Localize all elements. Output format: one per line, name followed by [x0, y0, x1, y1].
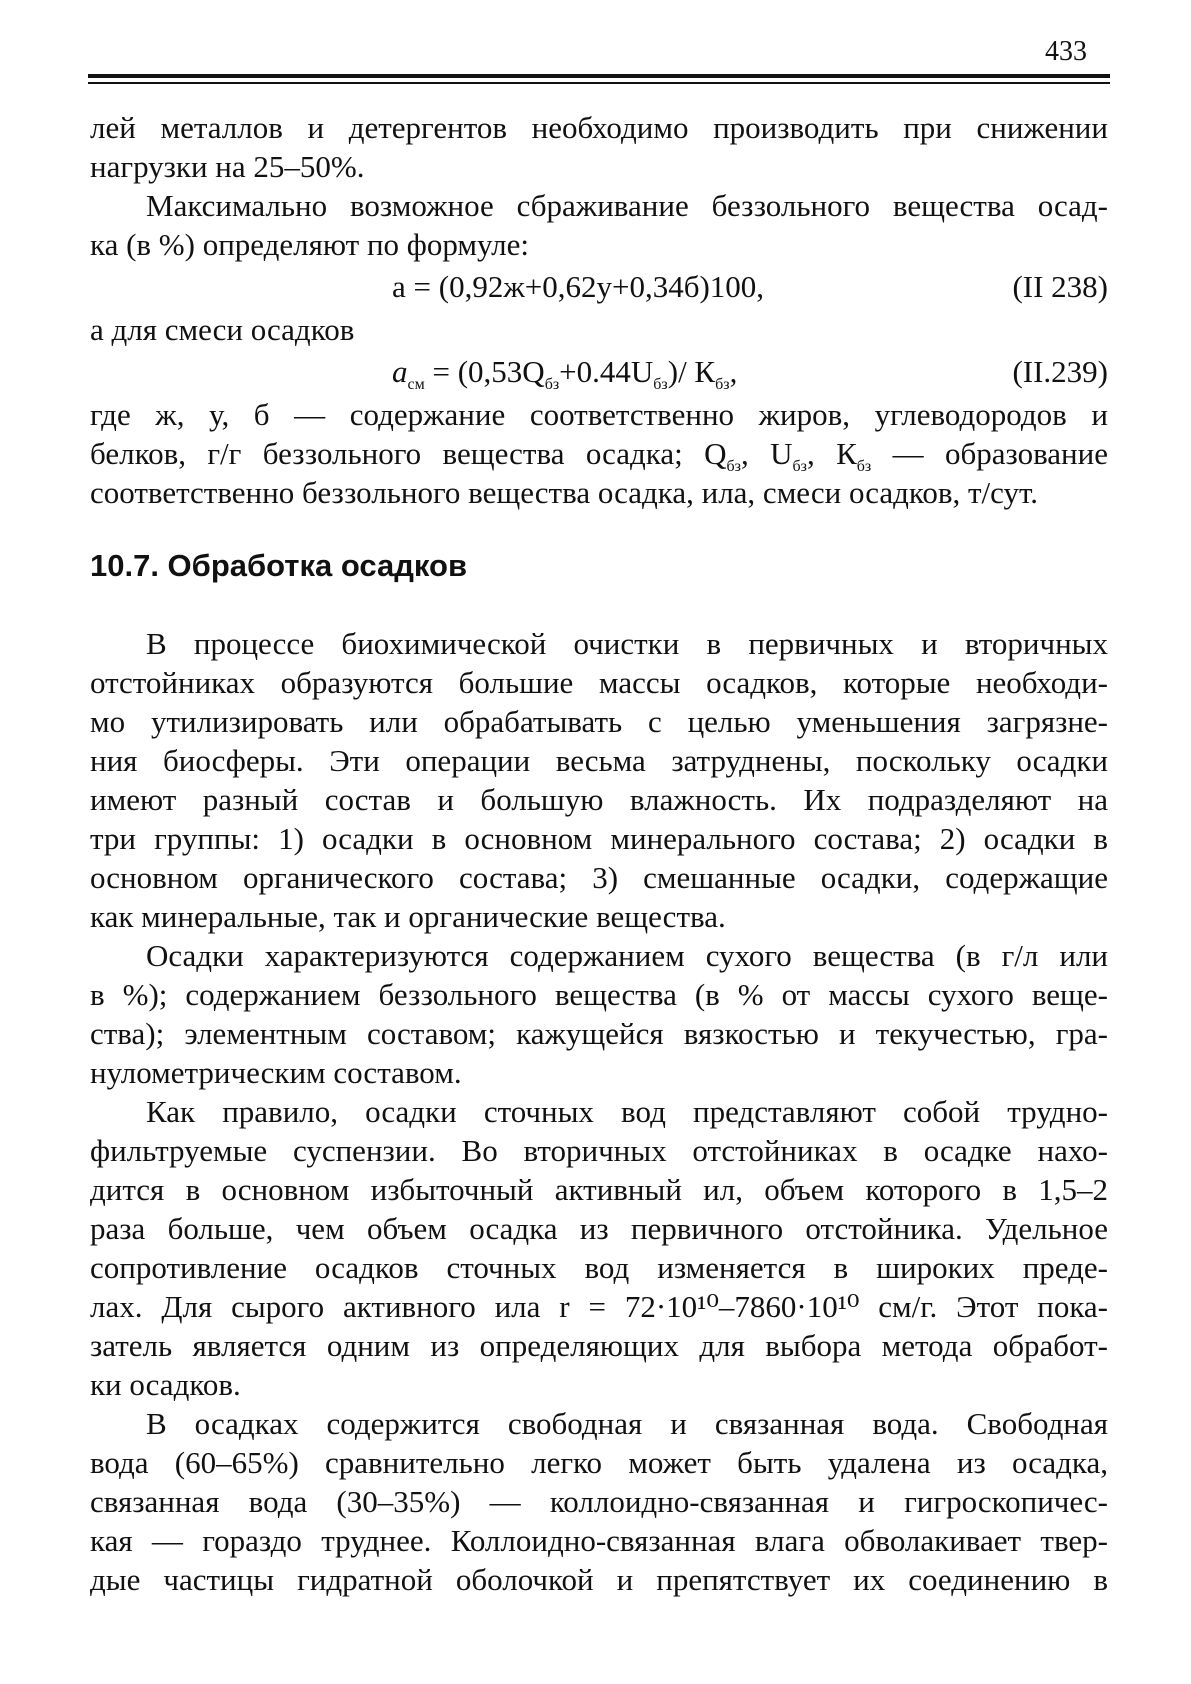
- text-line: дые частицы гидратной оболочкой и препятствует их соединению в: [90, 1562, 1108, 1597]
- subscript: см: [407, 376, 425, 394]
- text-run: , U: [740, 436, 793, 471]
- text-line: вода (60–65%) сравнительно легко может быть удалена из осадка,: [90, 1445, 1108, 1480]
- subscript: бз: [715, 376, 730, 394]
- text-line: ства); элементным составом; кажущейся вязкостью и текучестью, гра-: [90, 1016, 1108, 1051]
- text-line: три группы: 1) осадки в основном минерального состава; 2) осадки в: [90, 821, 1108, 856]
- text-line: имеют разный состав и большую влажность. Их подразделяют на: [90, 782, 1108, 817]
- text-line: отстойниках образуются большие массы осадков, которые необходи-: [90, 665, 1108, 700]
- text-line: фильтруемые суспензии. Во вторичных отстойниках в осадке нахо-: [90, 1133, 1108, 1168]
- header-rule-thin: [88, 82, 1110, 84]
- text-run: — образование: [871, 436, 1108, 471]
- subscript: бз: [792, 458, 807, 476]
- formula-number: (II.239): [1012, 354, 1108, 389]
- text-line: где ж, у, б — содержание соответственно жиров, углеводородов и: [90, 397, 1108, 432]
- text-line: кая — гораздо труднее. Коллоидно-связанная влага обволакивает твер-: [90, 1523, 1108, 1558]
- text-run: белков, г/г беззольного вещества осадка; Q: [90, 436, 727, 471]
- subscript: бз: [726, 458, 741, 476]
- formula-ii-239: [90, 349, 1108, 395]
- text-line: нагрузки на 25–50%.: [90, 149, 365, 184]
- formula-part: +0.44U: [559, 354, 654, 389]
- formula-part: ,: [729, 354, 738, 389]
- text-line: ки осадков.: [90, 1367, 241, 1402]
- paragraph-body: [90, 1404, 1108, 1599]
- header-rule-thick: [88, 74, 1110, 78]
- section-heading: 10.7. Обработка осадков: [90, 548, 468, 583]
- text-line: Осадки характеризуются содержанием сухого вещества (в г/л или: [146, 938, 1108, 973]
- paragraph-formula-intro: [90, 186, 1108, 264]
- subscript: бз: [544, 376, 560, 394]
- subscript: бз: [856, 458, 872, 476]
- text-line: раза больше, чем объем осадка из первичного отстойника. Удельное: [90, 1211, 1108, 1246]
- text-line: мо утилизировать или обрабатывать с целью уменьшения загрязне-: [90, 704, 1108, 739]
- text-line: связанная вода (30–35%) — коллоидно-связанная и гигроскопичес-: [90, 1484, 1108, 1519]
- text-line: соответственно беззольного вещества осадка, ила, смеси осадков, т/сут.: [90, 475, 1038, 510]
- mixture-label: а для смеси осадков: [90, 312, 355, 347]
- formula-part: = (0,53Q: [424, 354, 545, 389]
- text-line: Максимально возможное сбраживание беззольного вещества осад-: [146, 188, 1108, 223]
- formula-ii-238: [90, 264, 1108, 310]
- paragraph-body: [90, 936, 1108, 1092]
- paragraph-body: [90, 624, 1108, 936]
- paragraph-continuation: [90, 108, 1108, 186]
- text-line: Как правило, осадки сточных вод представляют собой трудно-: [146, 1094, 1108, 1129]
- text-line: ка (в %) определяют по формуле:: [90, 227, 530, 262]
- text-line: сопротивление осадков сточных вод изменяется в широких преде-: [90, 1250, 1108, 1285]
- text-line: [90, 434, 1108, 476]
- text-line: ния биосферы. Эти операции весьма затруднены, поскольку осадки: [90, 743, 1108, 778]
- formula-expression: [392, 349, 737, 395]
- text-line: лах. Для сырого активного ила r = 72·10¹⁰–7860·10¹⁰ см/г. Этот пока-: [90, 1289, 1108, 1324]
- text-line: как минеральные, так и органические вещества.: [90, 899, 726, 934]
- text-line: в %); содержанием беззольного вещества (в % от массы сухого веще-: [90, 977, 1108, 1012]
- subscript: бз: [653, 376, 668, 394]
- formula-expression: а = (0,92ж+0,62у+0,34б)100,: [392, 269, 765, 304]
- formula-part: )/ К: [667, 354, 716, 389]
- formula-var-a: а: [392, 354, 408, 389]
- text-run: , К: [806, 436, 857, 471]
- page-content: [90, 108, 1108, 1599]
- paragraph-definitions: [90, 395, 1108, 512]
- formula-number: (II 238): [1012, 269, 1108, 304]
- text-line: лей металлов и детергентов необходимо производить при снижении: [90, 110, 1108, 145]
- text-line: В процессе биохимической очистки в первичных и вторичных: [146, 626, 1108, 661]
- page-number: 433: [1045, 36, 1087, 67]
- text-line: В осадках содержится свободная и связанная вода. Свободная: [146, 1406, 1108, 1441]
- text-line: затель является одним из определяющих для выбора метода обработ-: [90, 1328, 1108, 1363]
- paragraph-body: [90, 1092, 1108, 1404]
- text-line: нулометрическим составом.: [90, 1055, 462, 1090]
- text-line: дится в основном избыточный активный ил, объем которого в 1,5–2: [90, 1172, 1108, 1207]
- text-line: основном органического состава; 3) смешанные осадки, содержащие: [90, 860, 1108, 895]
